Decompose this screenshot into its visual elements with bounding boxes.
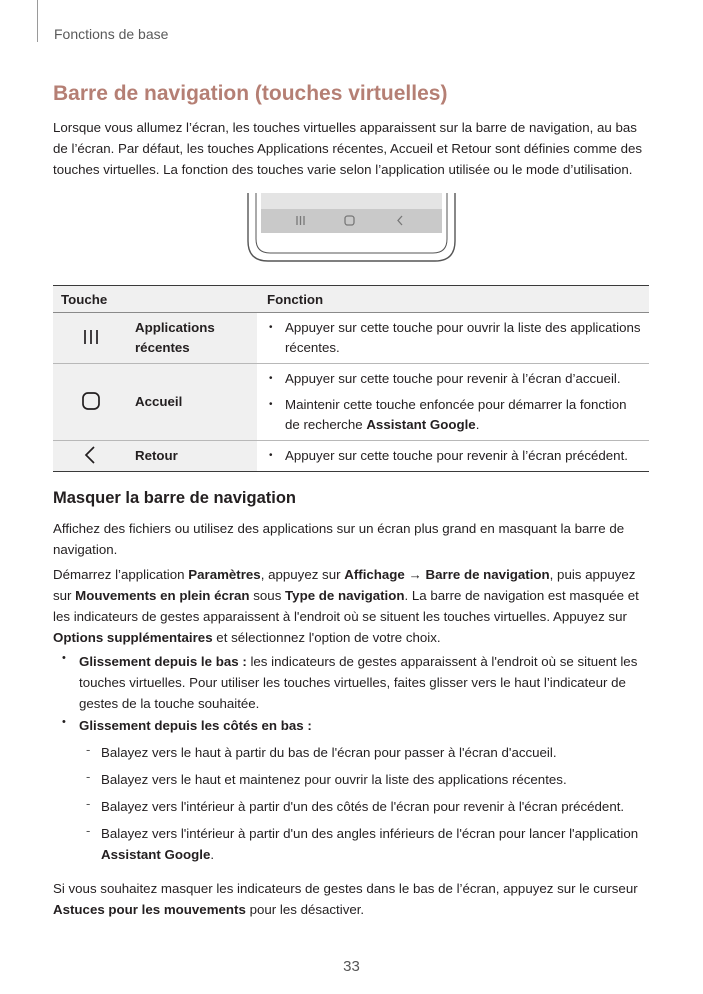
key-icon-cell	[53, 313, 129, 364]
dash-item: Balayez vers le haut et maintenez pour ouvrir la liste des applications récentes.	[101, 772, 567, 787]
function-item: • Appuyer sur cette touche pour revenir à l’écran précédent.	[267, 446, 643, 466]
column-header-key: Touche	[53, 286, 257, 313]
function-item: • Appuyer sur cette touche pour revenir à l’écran d’accueil.	[267, 369, 643, 389]
phone-navigation-bar-illustration	[244, 193, 459, 267]
table-row-home	[53, 364, 649, 441]
bullet-swipe-from-bottom: Glissement depuis le bas : les indicateurs de gestes apparaissent à l'endroit où se situent les touches virtuelles. Pour utiliser les touches virtuelles, faites glisser vers le haut l’indicateur de gestes de la touche souhaitée.	[79, 654, 638, 711]
key-name: Retour	[129, 441, 257, 472]
function-item: • Maintenir cette touche enfoncée pour démarrer la fonction de recherche Assistant Google.	[267, 395, 643, 435]
keys-table	[53, 285, 649, 472]
dash-marker: -	[86, 796, 91, 811]
page-corner-line	[37, 0, 38, 42]
hide-paragraph-1: Affichez des fichiers ou utilisez des applications sur un écran plus grand en masquant la barre de navigation.	[53, 521, 625, 557]
hide-paragraph-2: Démarrez l’application Paramètres, appuyez sur Affichage → Barre de navigation, puis appuyez sur Mouvements en plein écran sous Type de navigation. La barre de navigation est masquée et les indicateurs de gestes apparaissent à l'endroit où se situent les touches virtuelles. Appuyez sur Options supplémentaires et sélectionnez l'option de votre choix.	[53, 567, 639, 645]
page-number: 33	[343, 958, 360, 975]
dash-marker: -	[86, 823, 91, 838]
back-icon	[81, 445, 101, 465]
subsection-title: Masquer la barre de navigation	[53, 489, 296, 507]
phone-navigation-bar	[261, 209, 442, 233]
column-header-function: Fonction	[257, 286, 649, 313]
key-function-cell	[257, 313, 649, 364]
bullet-marker: •	[62, 716, 66, 728]
table-row-recent-apps	[53, 313, 649, 364]
dash-item: Balayez vers le haut à partir du bas de l'écran pour passer à l'écran d'accueil.	[101, 745, 557, 760]
function-item: • Appuyer sur cette touche pour ouvrir la liste des applications récentes.	[267, 318, 643, 358]
table-row-back	[53, 441, 649, 472]
key-icon-cell	[53, 364, 129, 441]
dash-marker: -	[86, 769, 91, 784]
dash-marker: -	[86, 742, 91, 757]
section-title: Barre de navigation (touches virtuelles)	[53, 82, 448, 105]
bullet-swipe-from-sides: Glissement depuis les côtés en bas :	[79, 718, 312, 733]
key-icon-cell	[53, 441, 129, 472]
key-function-cell	[257, 441, 649, 472]
running-header: Fonctions de base	[54, 26, 169, 42]
recent-apps-icon	[81, 328, 101, 346]
key-name: Applications récentes	[129, 313, 257, 364]
bullet-marker: •	[62, 652, 66, 664]
dash-item: Balayez vers l'intérieur à partir d'un des angles inférieurs de l'écran pour lancer l'application Assistant Google.	[101, 826, 639, 862]
table-header-row	[53, 286, 649, 313]
final-paragraph: Si vous souhaitez masquer les indicateurs de gestes dans le bas de l’écran, appuyez sur le curseur Astuces pour les mouvements pour les désactiver.	[53, 881, 638, 917]
home-icon	[81, 391, 101, 411]
key-name: Accueil	[129, 364, 257, 441]
key-function-cell	[257, 364, 649, 441]
intro-paragraph: Lorsque vous allumez l’écran, les touches virtuelles apparaissent sur la barre de navigation, au bas de l’écran. Par défaut, les touches Applications récentes, Accueil et Retour sont définies comme des touches virtuelles. La fonction des touches varie selon l’application utilisée ou le mode d’utilisation.	[53, 120, 643, 177]
dash-item: Balayez vers l'intérieur à partir d'un des côtés de l'écran pour revenir à l'écran précédent.	[101, 799, 625, 814]
phone-screen-strip	[261, 193, 442, 209]
